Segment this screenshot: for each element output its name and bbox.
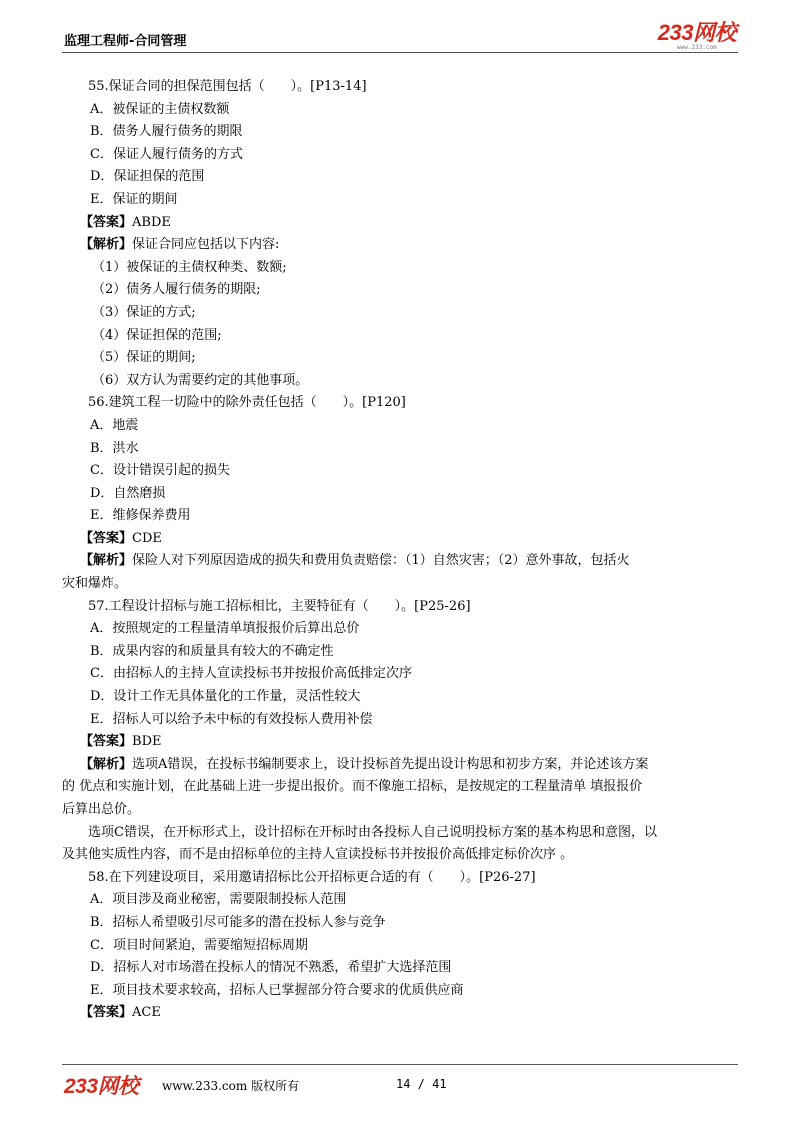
question-55-option-a: A．被保证的主债权数额 — [90, 101, 230, 117]
question-58-answer — [80, 1002, 736, 1025]
question-56-option-e: E．维修保养费用 — [90, 508, 191, 524]
question-57-paragraph-2-cont: 及其他实质性内容，而不是由招标单位的主持人宣读投标书并按报价高低排定标价次序 。 — [62, 847, 574, 863]
question-57-option-c: C．由招标人的主持人宣读投标书并按报价高低排定次序 — [90, 666, 412, 682]
question-56-stem: 56.建筑工程一切险中的除外责任包括（ ）。[P120] — [88, 395, 406, 411]
question-55-option-b: B．债务人履行债务的期限 — [90, 124, 243, 140]
page-content — [62, 76, 736, 1025]
question-55-item-3: （3）保证的方式; — [92, 304, 196, 320]
question-57-option-e: E．招标人可以给予未中标的有效投标人费用补偿 — [90, 711, 373, 727]
analysis-text: 保险人对下列原因造成的损失和费用负责赔偿：（1）自然灾害；（2）意外事故，包括火 — [132, 553, 630, 569]
question-55-answer — [80, 212, 736, 235]
question-58-stem: 58.在下列建设项目，采用邀请招标比公开招标更合适的有（ ）。[P26-27] — [88, 869, 536, 885]
analysis-text: 选项A错误，在投标书编制要求上，设计投标首先提出设计构思和初步方案，并论述该方案 — [132, 756, 649, 772]
question-57-analysis — [80, 754, 736, 777]
answer-value: ABDE — [132, 214, 171, 230]
brand-logo[interactable] — [658, 22, 736, 51]
question-55-analysis — [80, 234, 736, 257]
answer-tag: 【答案】 — [80, 1005, 133, 1021]
header-divider — [62, 52, 738, 53]
question-55-option-c: C．保证人履行债务的方式 — [90, 146, 243, 162]
question-57-paragraph-2: 选项C错误，在开标形式上，设计招标在开标时由各投标人自己说明投标方案的基本构思和意图，以 — [88, 824, 657, 840]
answer-tag: 【答案】 — [80, 214, 133, 230]
logo-url: www.233.com — [677, 44, 717, 51]
question-55-item-1: （1）被保证的主债权种类、数额; — [92, 259, 287, 275]
question-55-item-4: （4）保证担保的范围; — [92, 327, 222, 343]
analysis-tag: 【解析】 — [80, 237, 133, 253]
page-number: 14 / 41 — [396, 1077, 447, 1091]
answer-value: BDE — [132, 734, 162, 750]
question-58-option-c: C．项目时间紧迫，需要缩短招标周期 — [90, 937, 308, 953]
question-58-option-d: D．招标人对市场潜在投标人的情况不熟悉，希望扩大选择范围 — [90, 960, 452, 976]
question-57-stem: 57.工程设计招标与施工招标相比，主要特征有（ ）。[P25-26] — [88, 598, 471, 614]
question-55-option-d: D．保证担保的范围 — [90, 169, 205, 185]
analysis-tag: 【解析】 — [80, 756, 133, 772]
question-55-item-5: （5）保证的期间; — [92, 350, 196, 366]
question-56-answer — [80, 528, 736, 551]
question-55-stem: 55.保证合同的担保范围包括（ ）。[P13-14] — [88, 79, 367, 94]
question-57-option-d: D．设计工作无具体量化的工作量，灵活性较大 — [90, 689, 361, 705]
question-55-option-e: E．保证的期间 — [90, 191, 178, 207]
question-57-option-a: A．按照规定的工程量清单填报报价后算出总价 — [90, 621, 360, 637]
question-55-item-6: （6）双方认为需要约定的其他事项。 — [92, 372, 309, 388]
question-58-option-b: B．招标人希望吸引尽可能多的潜在投标人参与竞争 — [90, 914, 386, 930]
analysis-text: 保证合同应包括以下内容: — [132, 237, 280, 253]
question-56-option-a: A．地震 — [90, 417, 139, 433]
answer-tag: 【答案】 — [80, 530, 133, 546]
question-56-option-d: D．自然磨损 — [90, 485, 166, 501]
question-57-analysis-cont-1: 的 优点和实施计划，在此基础上进一步提出报价。而不像施工招标，是按规定的工程量清单 填报报价 — [62, 779, 643, 795]
question-58-option-a: A．项目涉及商业秘密，需要限制投标人范围 — [90, 892, 347, 908]
footer-copyright: www.233.com 版权所有 — [162, 1079, 300, 1093]
footer-divider — [62, 1064, 738, 1065]
logo-wordmark: 233网校 — [657, 20, 736, 45]
answer-value: ACE — [132, 1005, 161, 1021]
question-56-analysis — [80, 550, 736, 573]
question-56-analysis-cont: 灾和爆炸。 — [62, 576, 128, 592]
footer-logo[interactable]: 233网校 — [64, 1075, 139, 1098]
answer-value: CDE — [132, 530, 162, 546]
question-55-item-2: （2）债务人履行债务的期限; — [92, 282, 261, 298]
question-56-option-c: C．设计错误引起的损失 — [90, 463, 230, 479]
question-58-option-e: E．项目技术要求较高，招标人已掌握部分符合要求的优质供应商 — [90, 982, 464, 998]
header-title: 监理工程师-合同管理 — [64, 34, 187, 49]
analysis-tag: 【解析】 — [80, 553, 133, 569]
question-57-option-b: B．成果内容的和质量具有较大的不确定性 — [90, 643, 334, 659]
question-57-analysis-cont-2: 后算出总价。 — [62, 802, 141, 817]
question-56-option-b: B．洪水 — [90, 440, 139, 456]
question-57-answer — [80, 731, 736, 754]
answer-tag: 【答案】 — [80, 734, 133, 750]
